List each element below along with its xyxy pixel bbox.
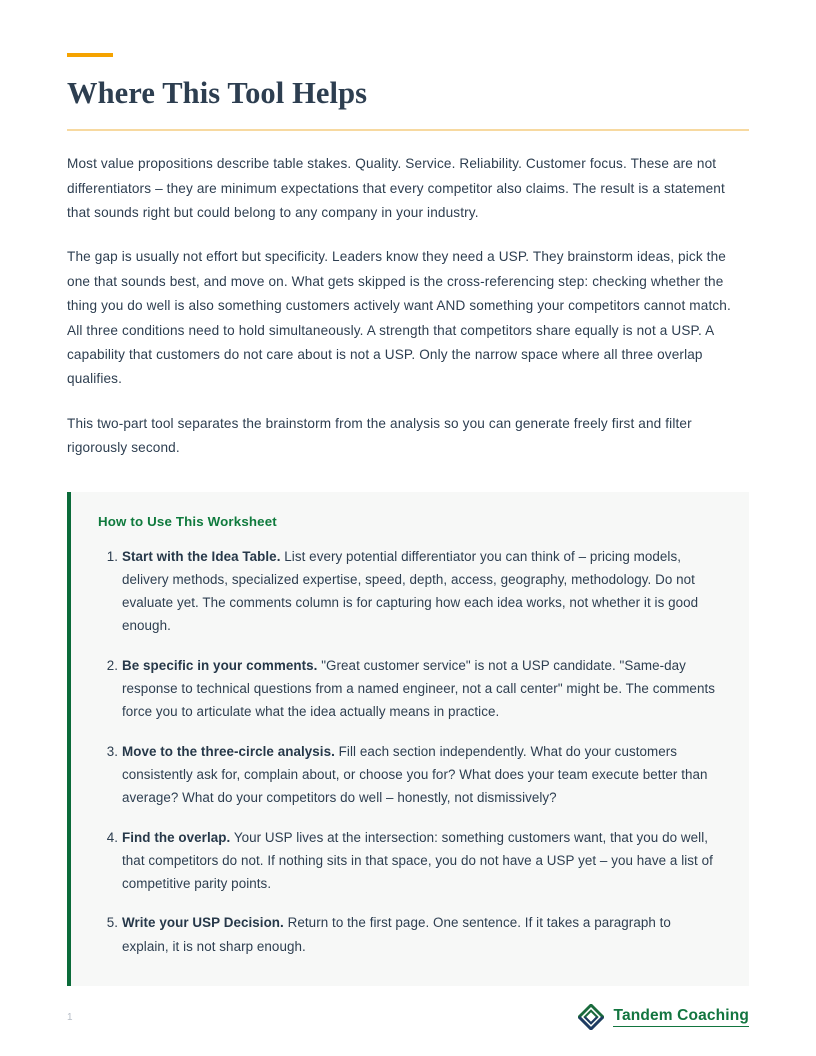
list-item-text: Return to the first page. One sentence. If it takes a paragraph to explain, it is not sharp enough. — [122, 915, 671, 954]
body-copy — [67, 152, 749, 460]
page-number: 1 — [67, 1011, 73, 1023]
how-to-use-callout — [67, 492, 749, 986]
list-item — [122, 911, 719, 958]
list-item — [122, 740, 719, 810]
brand-name: Tandem Coaching — [613, 1007, 749, 1027]
list-item-lead: Move to the three-circle analysis. — [122, 743, 335, 759]
brand-lockup — [578, 1004, 749, 1030]
body-paragraph: This two-part tool separates the brainstorm from the analysis so you can generate freely first and filter rigorously second. — [67, 415, 692, 456]
title-divider-rule — [67, 129, 749, 132]
list-item-text: Your USP lives at the intersection: something customers want, that you do well, that competitors do not. If nothing sits in that space, you do not have a USP yet – you have a list of competitive parity points. — [122, 829, 713, 892]
tandem-diamond-logo-icon — [578, 1004, 604, 1030]
list-item-lead: Be specific in your comments. — [122, 657, 318, 673]
callout-steps-list — [98, 545, 719, 958]
list-item — [122, 826, 719, 896]
list-item-lead: Write your USP Decision. — [122, 915, 284, 931]
callout-heading: How to Use This Worksheet — [98, 513, 277, 529]
title-accent-bar — [67, 53, 113, 57]
body-paragraph: The gap is usually not effort but specificity. Leaders know they need a USP. They brainstorm ideas, pick the one that sounds best, and move on. What gets skipped is the cross-referencing step: checking whether the thing you do well is also something customers actively want AND something your competitors cannot match. All three conditions need to hold simultaneously. A strength that competitors share equally is not a USP. A capability that customers do not care about is not a USP. Only the narrow space where all three overlap qualifies. — [67, 249, 731, 387]
list-item-text: "Great customer service" is not a USP candidate. "Same-day response to technical questions from a named engineer, not a call center" might be. The comments force you to articulate what the idea actually means in practice. — [122, 657, 716, 720]
list-item-lead: Find the overlap. — [122, 829, 231, 845]
page-title: Where This Tool Helps — [67, 76, 368, 110]
list-item — [122, 654, 719, 724]
list-item-lead: Start with the Idea Table. — [122, 548, 281, 564]
body-paragraph: Most value propositions describe table stakes. Quality. Service. Reliability. Customer focus. These are not differentiators – they are minimum expectations that every competitor also claims. The result is a statement that sounds right but could belong to any company in your industry. — [67, 156, 725, 220]
list-item-text: List every potential differentiator you can think of – pricing models, delivery methods, specialized expertise, speed, depth, access, geography, methodology. Do not evaluate yet. The comments column is for capturing how each idea works, not whether it is good enough. — [122, 548, 699, 634]
page-footer — [67, 1000, 749, 1034]
list-item — [122, 545, 719, 638]
list-item-text: Fill each section independently. What do your customers consistently ask for, complain about, or choose you for? What does your team execute better than average? What do your competitors do well – honestly, not dismissively? — [122, 743, 708, 806]
